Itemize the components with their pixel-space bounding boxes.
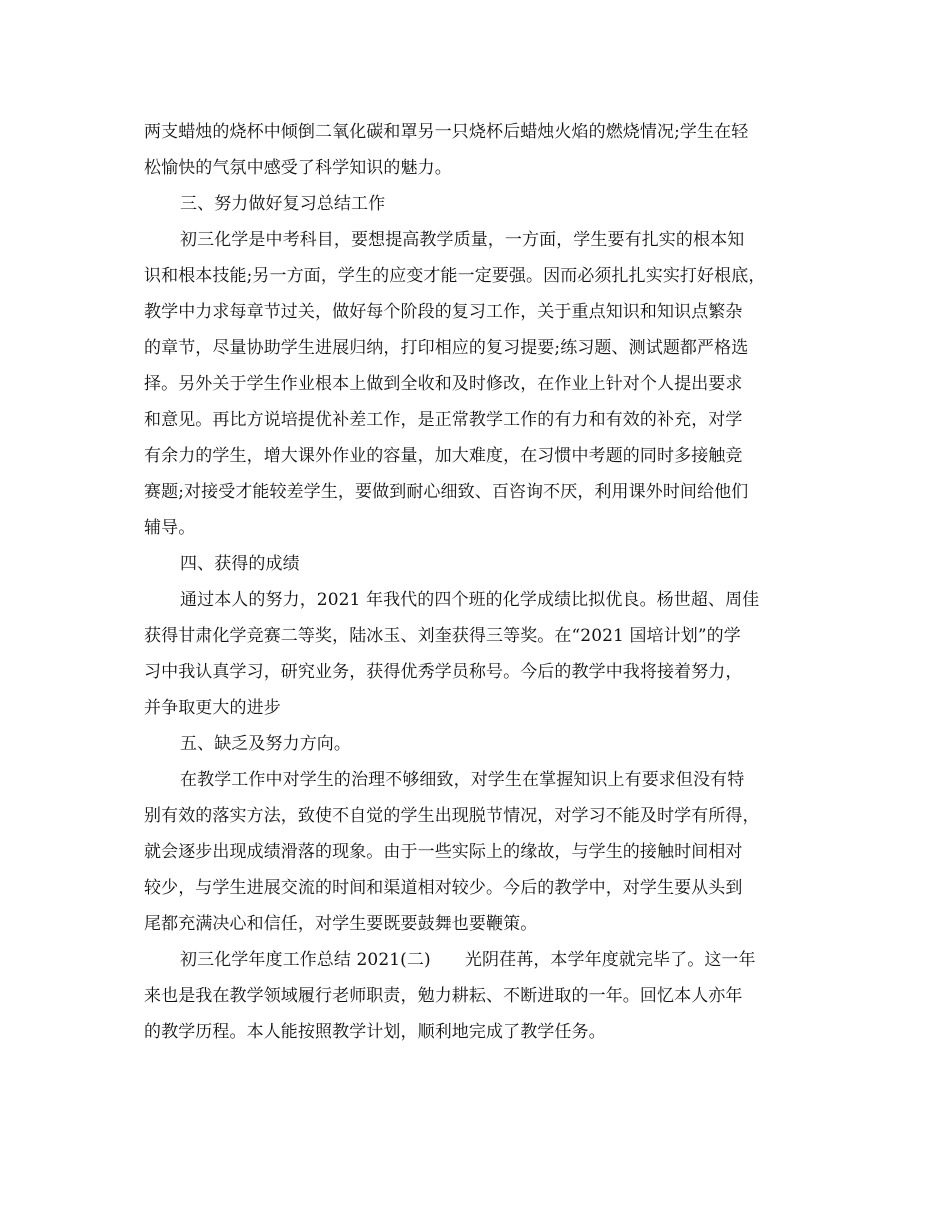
body-line: 初三化学是中考科目，要想提高教学质量，一方面，学生要有扎实的根本知 — [180, 230, 745, 250]
body-line: 来也是我在教学领域履行老师职责，勉力耕耘、不断进取的一年。回忆本人亦年 — [144, 986, 743, 1006]
body-line: 辅导。 — [144, 518, 196, 538]
body-line: 教学中力求每章节过关，做好每个阶段的复习工作，关于重点知识和知识点繁杂 — [144, 302, 743, 322]
body-line: 并争取更大的进步 — [144, 698, 281, 718]
body-line: 就会逐步出现成绩滑落的现象。由于一些实际上的缘故，与学生的接触时间相对 — [144, 842, 743, 862]
section-heading-shortcomings: 五、缺乏及努力方向。 — [180, 734, 351, 754]
body-line: 赛题;对接受才能较差学生，要做到耐心细致、百咨询不厌，利用课外时间给他们 — [144, 482, 749, 502]
body-line: 的教学历程。本人能按照教学计划，顺利地完成了教学任务。 — [144, 1022, 606, 1042]
body-line: 获得甘肃化学竞赛二等奖，陆冰玉、刘奎获得三等奖。在“2021 国培计划”的学 — [144, 626, 741, 646]
body-line: 尾都充满决心和信任，对学生要既要鼓舞也要鞭策。 — [144, 914, 538, 934]
body-line: 有余力的学生，增大课外作业的容量，加大难度，在习惯中考题的同时多接触竞 — [144, 446, 743, 466]
body-line: 在教学工作中对学生的治理不够细致，对学生在掌握知识上有要求但没有特 — [180, 770, 745, 790]
body-line: 和意见。再比方说培提优补差工作，是正常教学工作的有力和有效的补充，对学 — [144, 410, 743, 430]
body-line: 别有效的落实方法，致使不自觉的学生出现脱节情况，对学习不能及时学有所得， — [144, 806, 760, 826]
body-line: 择。另外关于学生作业根本上做到全收和及时修改，在作业上针对个人提出要求 — [144, 374, 743, 394]
body-line: 通过本人的努力，2021 年我代的四个班的化学成绩比拟优良。杨世超、周佳 — [180, 590, 760, 610]
body-line: 较少，与学生进展交流的时间和渠道相对较少。今后的教学中，对学生要从头到 — [144, 878, 743, 898]
body-line: 的章节，尽量协助学生进展归纳，打印相应的复习提要;练习题、测试题都严格选 — [144, 338, 749, 358]
body-line: 松愉快的气氛中感受了科学知识的魅力。 — [144, 158, 452, 178]
body-line: 习中我认真学习，研究业务，获得优秀学员称号。今后的教学中我将接着努力， — [144, 662, 743, 682]
section-heading-review: 三、努力做好复习总结工作 — [180, 194, 386, 214]
body-line: 两支蜡烛的烧杯中倾倒二氧化碳和罩另一只烧杯后蜡烛火焰的燃烧情况;学生在轻 — [144, 122, 749, 142]
summary-title-line: 初三化学年度工作总结 2021(二) 光阴荏苒，本学年度就完毕了。这一年 — [180, 950, 756, 970]
body-line: 识和根本技能;另一方面，学生的应变才能一定要强。因而必须扎扎实实打好根底， — [144, 266, 766, 286]
document-body — [144, 114, 824, 1050]
section-heading-achievements: 四、获得的成绩 — [180, 554, 300, 574]
